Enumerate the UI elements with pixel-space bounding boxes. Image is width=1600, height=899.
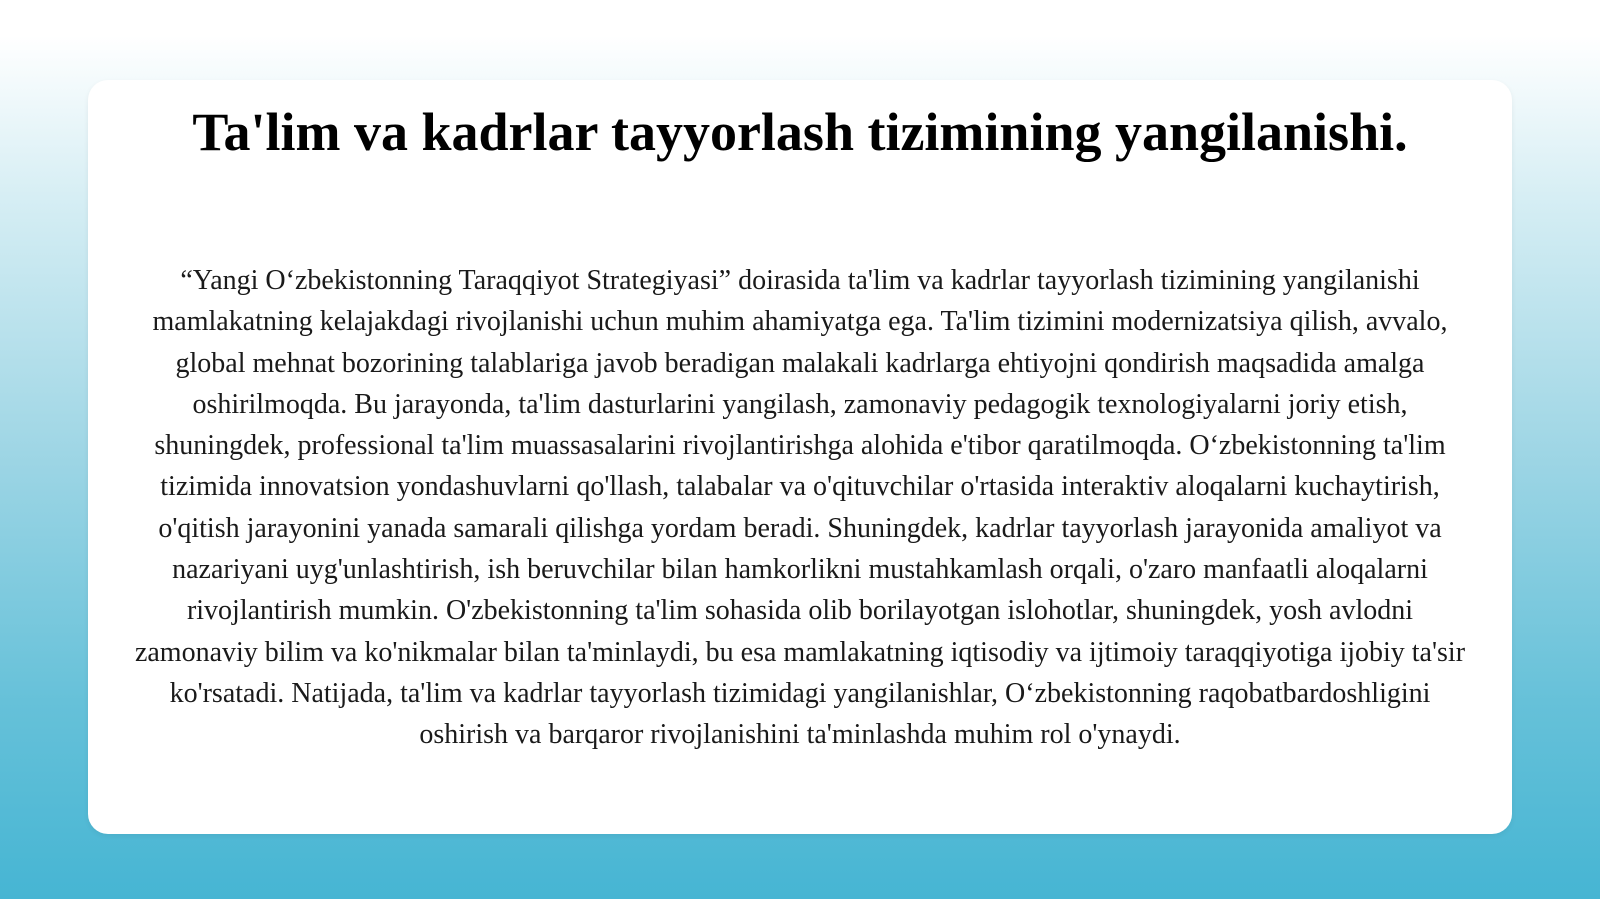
slide-card xyxy=(88,80,1512,834)
slide-body-text: “Yangi O‘zbekistonning Taraqqiyot Strategiyasi” doirasida ta'lim va kadrlar tayyorlash tizimining yangilanishi mamlakatning kelajakdagi rivojlanishi uchun muhim ahamiyatga ega. Ta'lim tizimini modernizatsiya qilish, avvalo, global mehnat bozorining talablariga javob beradigan malakali kadrlarga ehtiyojni qondirish maqsadida amalga oshirilmoqda. Bu jarayonda, ta'lim dasturlarini yangilash, zamonaviy pedagogik texnologiyalarni joriy etish, shuningdek, professional ta'lim muassasalarini rivojlantirishga alohida e'tibor qaratilmoqda. O‘zbekistonning ta'lim tizimida innovatsion yondashuvlarni qo'llash, talabalar va o'qituvchilar o'rtasida interaktiv aloqalarni kuchaytirish, o'qitish jarayonini yanada samarali qilishga yordam beradi. Shuningdek, kadrlar tayyorlash jarayonida amaliyot va nazariyani uyg'unlashtirish, ish beruvchilar bilan hamkorlikni mustahkamlash orqali, o'zaro manfaatli aloqalarni rivojlantirish mumkin. O'zbekistonning ta'lim sohasida olib borilayotgan islohotlar, shuningdek, yosh avlodni zamonaviy bilim va ko'nikmalar bilan ta'minlaydi, bu esa mamlakatning iqtisodiy va ijtimoiy taraqqiyotiga ijobiy ta'sir ko'rsatadi. Natijada, ta'lim va kadrlar tayyorlash tizimidagi yangilanishlar, O‘zbekistonning raqobatbardoshligini oshirish va barqaror rivojlanishini ta'minlashda muhim rol o'ynaydi. xyxy=(134,265,1466,751)
slide-title: Ta'lim va kadrlar tayyorlash tizimining yangilanishi. xyxy=(192,102,1408,162)
